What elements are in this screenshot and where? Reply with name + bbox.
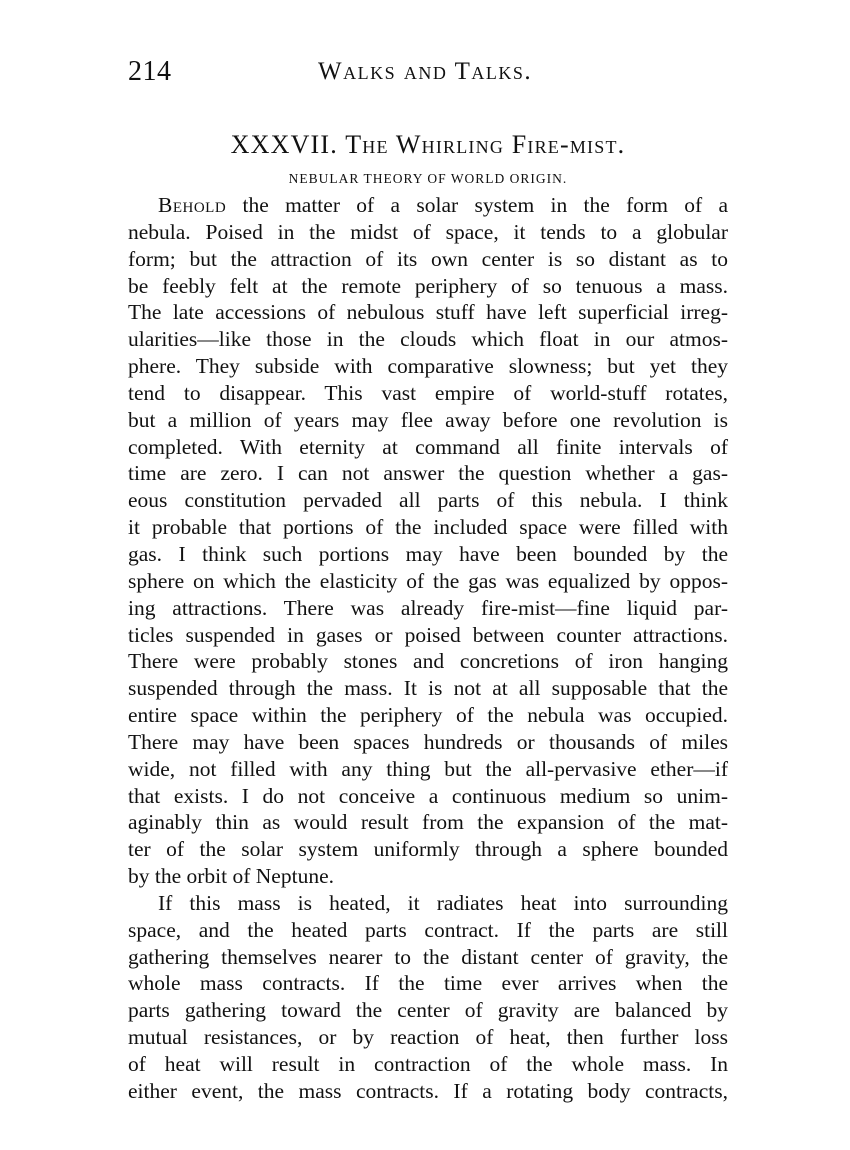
paragraph-line: tend to disappear. This vast empire of world-stuff rotates, [128, 380, 728, 405]
paragraph-line [128, 192, 728, 219]
chapter-title: XXXVII. The Whirling Fire-mist. [230, 130, 626, 159]
paragraph-line: either event, the mass contracts. If a rotating body contracts, [128, 1078, 728, 1103]
paragraph-line: The late accessions of nebulous stuff have left superficial irreg- [128, 300, 728, 325]
paragraph-line: parts gathering toward the center of gravity are balanced by [128, 998, 728, 1023]
paragraph-line: ticles suspended in gases or poised between counter attractions. [128, 622, 728, 647]
paragraph-line: aginably thin as would result from the expansion of the mat- [128, 810, 728, 835]
paragraph-line: gathering themselves nearer to the distant center of gravity, the [128, 944, 728, 969]
paragraph-line: space, and the heated parts contract. If the parts are still [128, 917, 728, 942]
paragraph-line: entire space within the periphery of the nebula was occupied. [128, 703, 728, 728]
paragraph-line: ing attractions. There was already fire-mist—fine liquid par- [128, 595, 728, 620]
paragraph-line: suspended through the mass. It is not at all supposable that the [128, 676, 728, 701]
paragraph-line: ter of the solar system uniformly through a sphere bounded [128, 837, 728, 862]
paragraph-line: eous constitution pervaded all parts of this nebula. I think [128, 488, 728, 513]
paragraph-line: phere. They subside with comparative slowness; but yet they [128, 354, 728, 379]
paragraph-line: There may have been spaces hundreds or thousands of miles [128, 729, 728, 754]
paragraph-line: that exists. I do not conceive a continuous medium so unim- [128, 783, 728, 808]
running-head [128, 56, 728, 96]
paragraph-line: nebula. Poised in the midst of space, it tends to a globular [128, 219, 728, 244]
paragraph-line: wide, not filled with any thing but the all-pervasive ether—if [128, 756, 728, 781]
chapter-subtitle: NEBULAR THEORY OF WORLD ORIGIN. [288, 171, 568, 186]
paragraph-line: time are zero. I can not answer the question whether a gas- [128, 461, 728, 486]
paragraph-line: sphere on which the elasticity of the gas was equalized by oppos- [128, 568, 728, 593]
paragraph-line: of heat will result in contraction of the whole mass. In [128, 1052, 728, 1076]
paragraph-line: whole mass contracts. If the time ever arrives when the [128, 971, 728, 996]
paragraph-line: gas. I think such portions may have been bounded by the [128, 541, 728, 566]
paragraph-line: form; but the attraction of its own center is so distant as to [128, 246, 728, 271]
paragraph-line: There were probably stones and concretions of iron hanging [128, 649, 728, 674]
paragraph-lead-word: Behold [158, 193, 227, 217]
paragraph-line: but a million of years may flee away before one revolution is [128, 407, 728, 432]
paragraph-line: be feebly felt at the remote periphery of so tenuous a mass. [128, 273, 728, 298]
paragraph-line: completed. With eternity at command all finite intervals of [128, 434, 728, 459]
page-number: 214 [128, 56, 172, 87]
running-title: Walks and Talks. [318, 58, 533, 85]
body-text [128, 192, 728, 1105]
paragraph-line: mutual resistances, or by reaction of heat, then further loss [128, 1025, 728, 1050]
paragraph-line: If this mass is heated, it radiates heat into surrounding [158, 890, 728, 915]
paragraph-line: ularities—like those in the clouds which float in our atmos- [128, 327, 728, 352]
paragraph-line: by the orbit of Neptune. [128, 864, 334, 889]
paragraph-line: it probable that portions of the included space were filled with [128, 515, 728, 540]
paragraph-line-text: the matter of a solar system in the form of a [226, 193, 728, 217]
